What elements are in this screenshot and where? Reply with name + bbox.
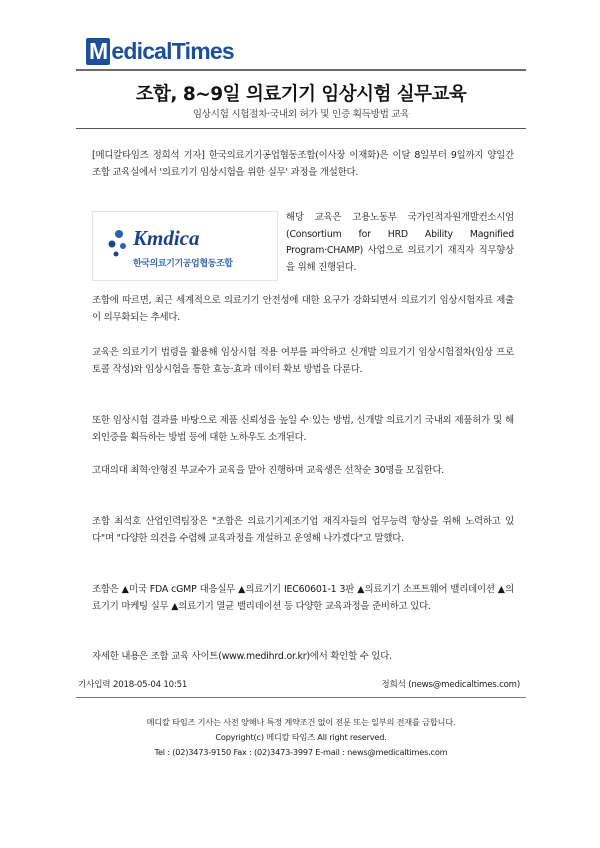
paragraph-9: 자세한 내용은 조합 교육 사이트(www.medihrd.or.kr)에서 확인할 수 있다.: [92, 651, 392, 662]
paragraph-8: 조합은 ▲미국 FDA cGMP 대응실무 ▲의료기기 IEC60601-1 3판 ▲의료기기 소프트웨어 밸리데이션 ▲의료기기 마케팅 실무 ▲의료기기 멸균 밸리데이션 등 다양한 교육과정을 준비하고 있다.: [92, 584, 514, 612]
footer-copyright: Copyright(c) 메디칼 타임즈 All right reserved.: [215, 732, 387, 742]
title-rule: [76, 128, 526, 129]
kmdica-name: Kmdica: [133, 226, 200, 250]
kmdica-org: 한국의료기기공업협동조합: [133, 259, 233, 269]
byline: 정희석 (news@medicaltimes.com): [381, 680, 520, 690]
kmdica-logo-image: [92, 211, 278, 281]
medicaltimes-logo: [86, 38, 234, 65]
paragraph-1: [메디칼타임즈 정희석 기자] 한국의료기기공업협동조합(이사장 이재화)은 이달 8일부터 9일까지 양일간 조합 교육실에서 '의료기기 임상시험을 위한 실무' 과정을 개설한다.: [92, 150, 514, 178]
logo-m-mark: M: [86, 38, 110, 65]
published-date: 기사입력 2018-05-04 10:51: [78, 680, 188, 690]
logo-wordmark: edicalTimes: [111, 38, 234, 64]
kmdica-dots-icon: [107, 226, 133, 266]
paragraph-6: 고대의대 최혁·안형진 부교수가 교육을 맡아 진행하며 교육생은 선착순 30명을 모집한다.: [92, 465, 445, 476]
footer-notice: 메디칼 타임즈 기사는 사전 양해나 특정 계약조건 없이 전문 또는 일부의 전재를 금합니다.: [146, 717, 456, 727]
article-subtitle: 임상시험 시험절차·국내외 허가 및 인증 획득방법 교육: [192, 109, 410, 120]
paragraph-3: 조합에 따르면, 최근 세계적으로 의료기기 안전성에 대한 요구가 강화되면서 의료기기 임상시험자료 제출이 의무화되는 추세다.: [92, 295, 514, 323]
paragraph-2: 해당 교육은 고용노동부 국가인적자원개발컨소시엄(Consortium for HRD Ability Magnified Program·CHAMP) 사업으로 의료기기 재직자 직무향상을 위해 진행된다.: [286, 212, 514, 273]
paragraph-7: 조합 최석호 산업인력팀장은 "조합은 의료기기제조기업 재직자들의 업무능력 향상을 위해 노력하고 있다"며 "다양한 의견을 수렴해 교육과정을 개설하고 운영해 나가겠다"고 말했다.: [92, 516, 514, 544]
header-rule: [76, 69, 526, 71]
paragraph-5: 또한 임상시험 결과를 바탕으로 제품 신뢰성을 높일 수 있는 방법, 신개발 의료기기 국내외 제품허가 및 해외인증을 획득하는 방법 등에 대한 노하우도 소개된다.: [92, 415, 514, 443]
footer-contact: Tel : (02)3473-9150 Fax : (02)3473-3997 E-mail : news@medicaltimes.com: [154, 747, 448, 757]
article-title: 조합, 8~9일 의료기기 임상시험 실무교육: [135, 84, 467, 105]
paragraph-4: 교육은 의료기기 법령을 활용해 임상시험 적용 여부를 파악하고 신개발 의료기기 임상시험절차(임상 프로토콜 작성)와 임상시험을 통한 효능·효과 데이터 확보 방법을 다룬다.: [92, 347, 514, 375]
footer-rule: [76, 697, 526, 698]
